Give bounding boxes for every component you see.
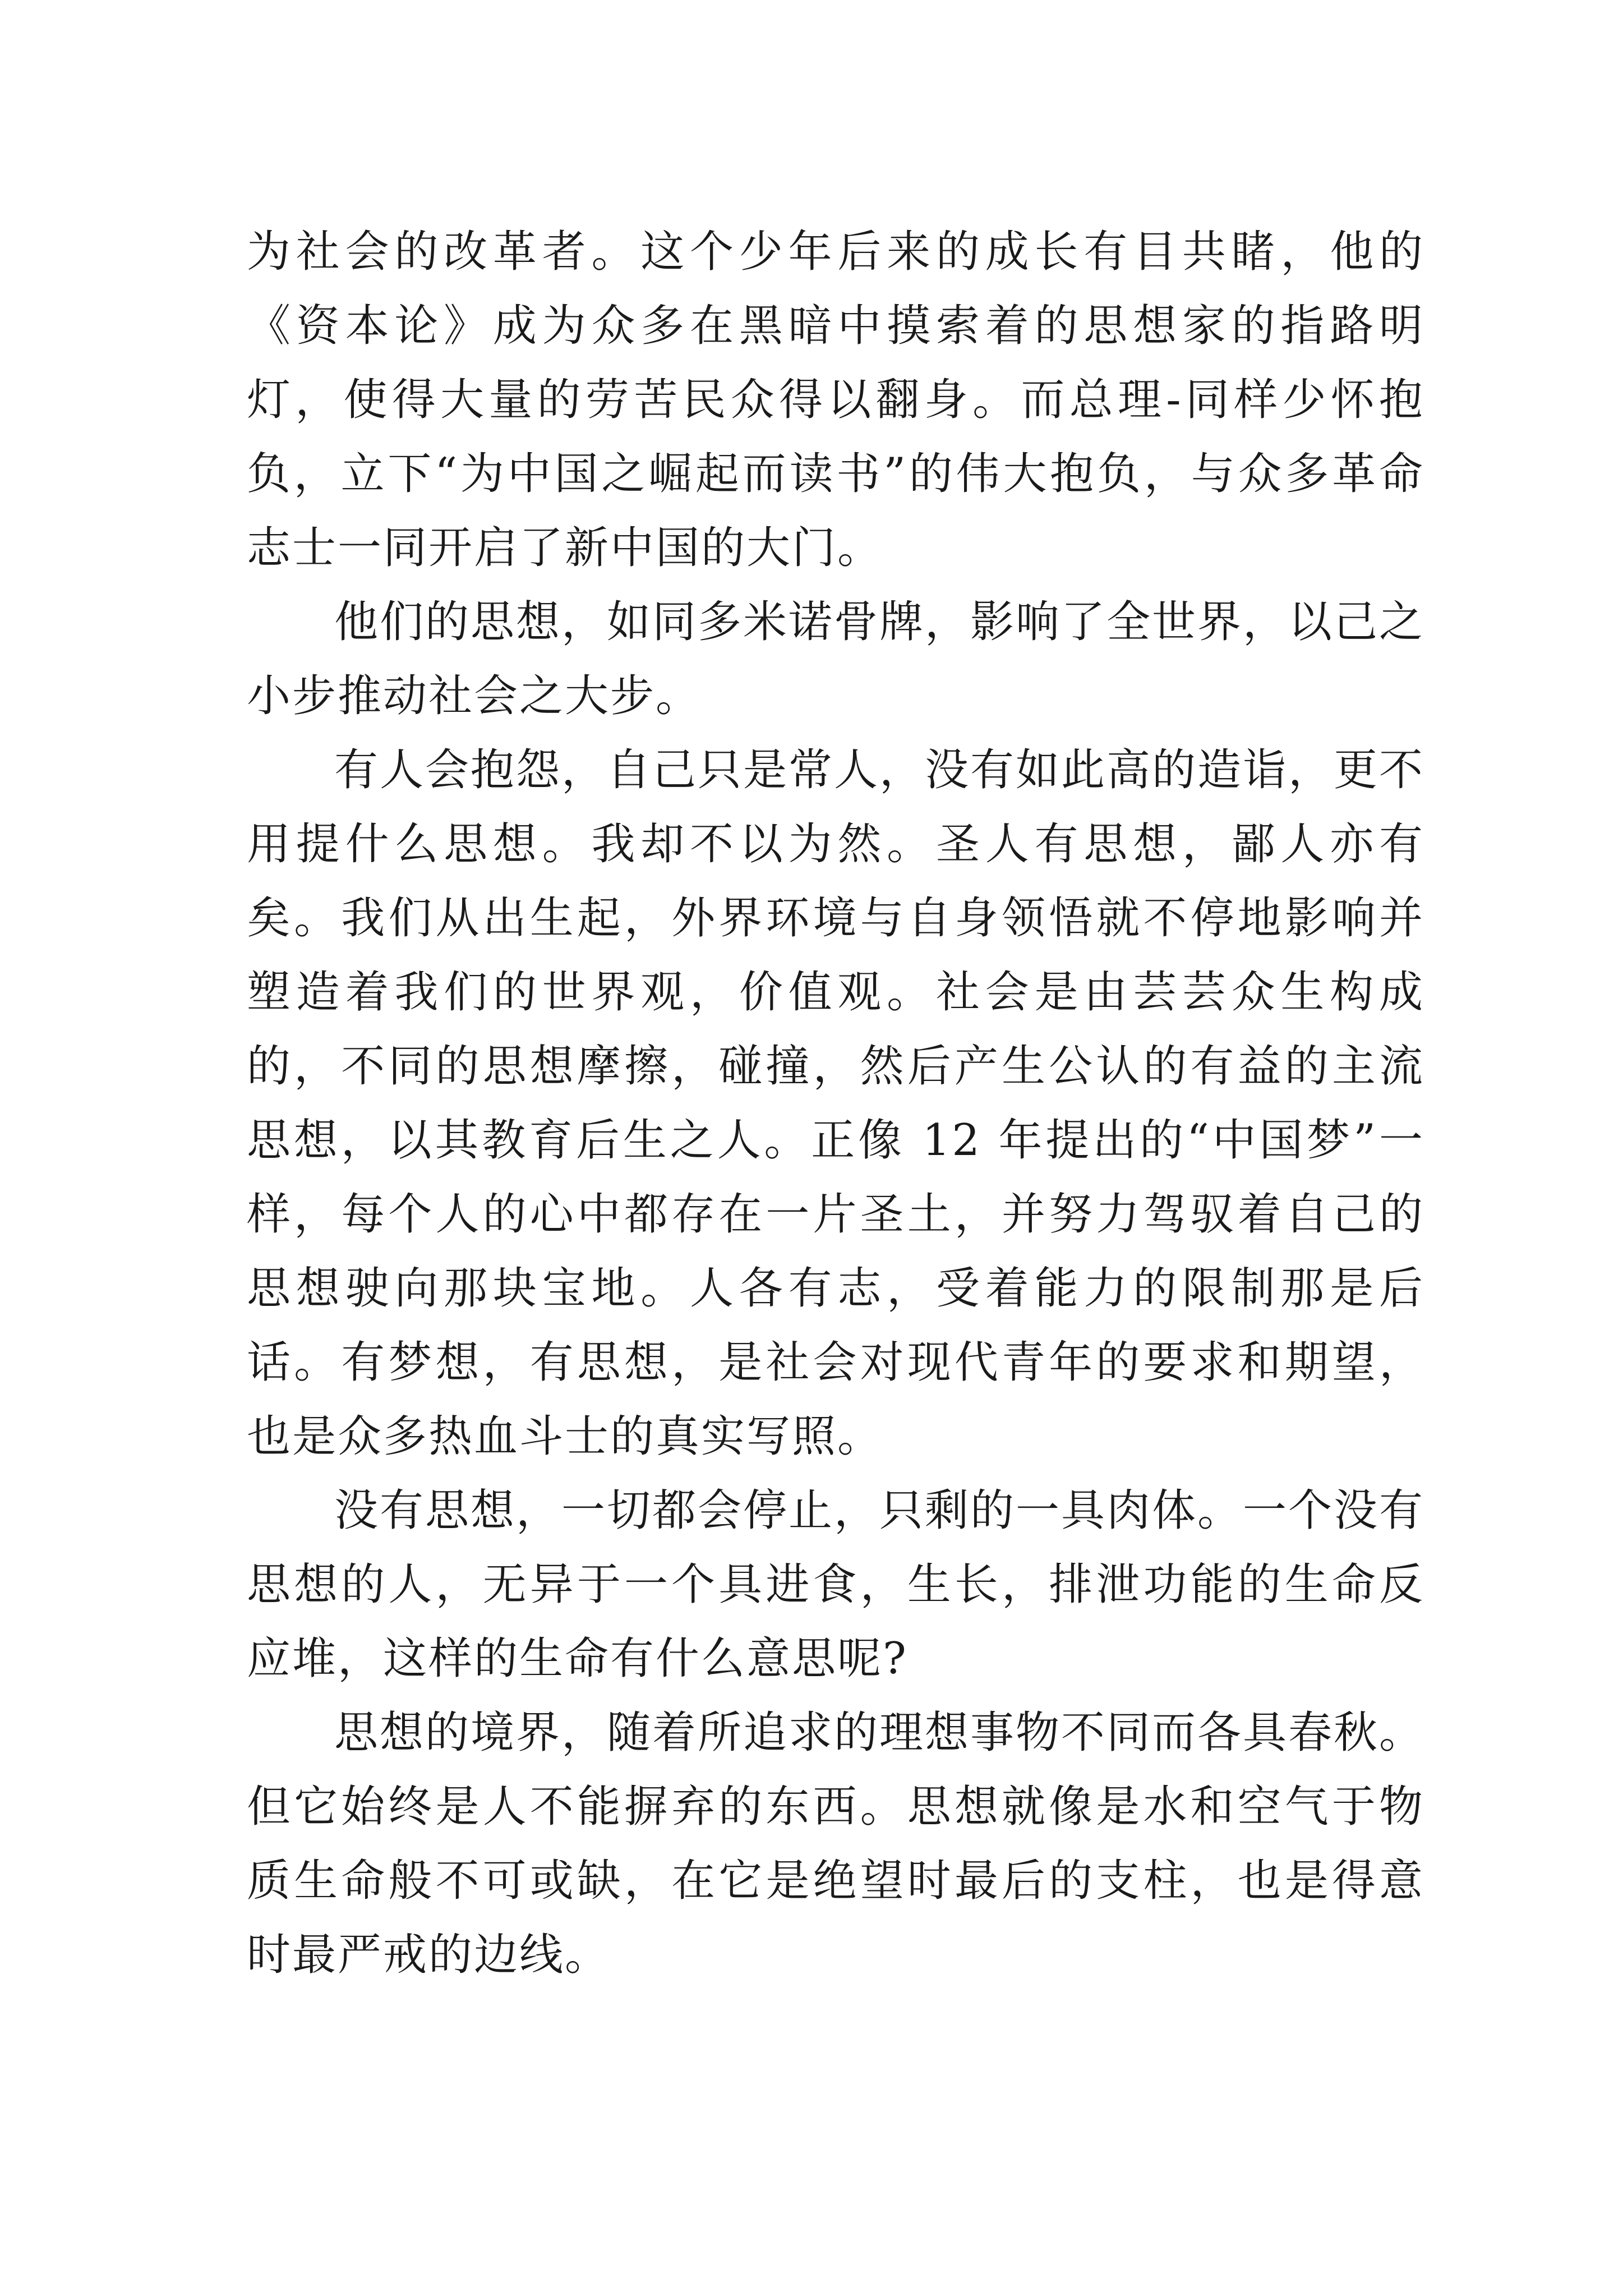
paragraph-5: 思想的境界，随着所追求的理想事物不同而各具春秋。但它始终是人不能摒弃的东西。思想就像是水和空气于物质生命般不可或缺，在它是绝望时最后的支柱，也是得意时最严戒的边线。: [247, 1708, 1425, 1980]
paragraph-4: 没有思想，一切都会停止，只剩的一具肉体。一个没有思想的人，无异于一个具进食，生长，排泄功能的生命反应堆，这样的生命有什么意思呢?: [247, 1485, 1425, 1684]
document-body: [247, 215, 1424, 1992]
paragraph-3: 有人会抱怨，自己只是常人，没有如此高的造诣，更不用提什么思想。我却不以为然。圣人有思想，鄙人亦有矣。我们从出生起，外界环境与自身领悟就不停地影响并塑造着我们的世界观，价值观。社会是由芸芸众生构成的，不同的思想摩擦，碰撞，然后产生公认的有益的主流思想，以其教育后生之人。正像 12 年提出的“中国梦”一样，每个人的心中都存在一片圣土，并努力驾驭着自己的思想驶向那块宝地。人各有志，受着能力的限制那是后话。有梦想，有思想，是社会对现代青年的要求和期望，也是众多热血斗士的真实写照。: [247, 745, 1425, 1462]
paragraph-1: 为社会的改革者。这个少年后来的成长有目共睹，他的《资本论》成为众多在黑暗中摸索着的思想家的指路明灯，使得大量的劳苦民众得以翻身。而总理-同样少怀抱负，立下“为中国之崛起而读书”的伟大抱负，与众多革命志士一同开启了新中国的大门。: [247, 227, 1424, 573]
paragraph-2: 他们的思想，如同多米诺骨牌，影响了全世界，以己之小步推动社会之大步。: [247, 597, 1425, 721]
